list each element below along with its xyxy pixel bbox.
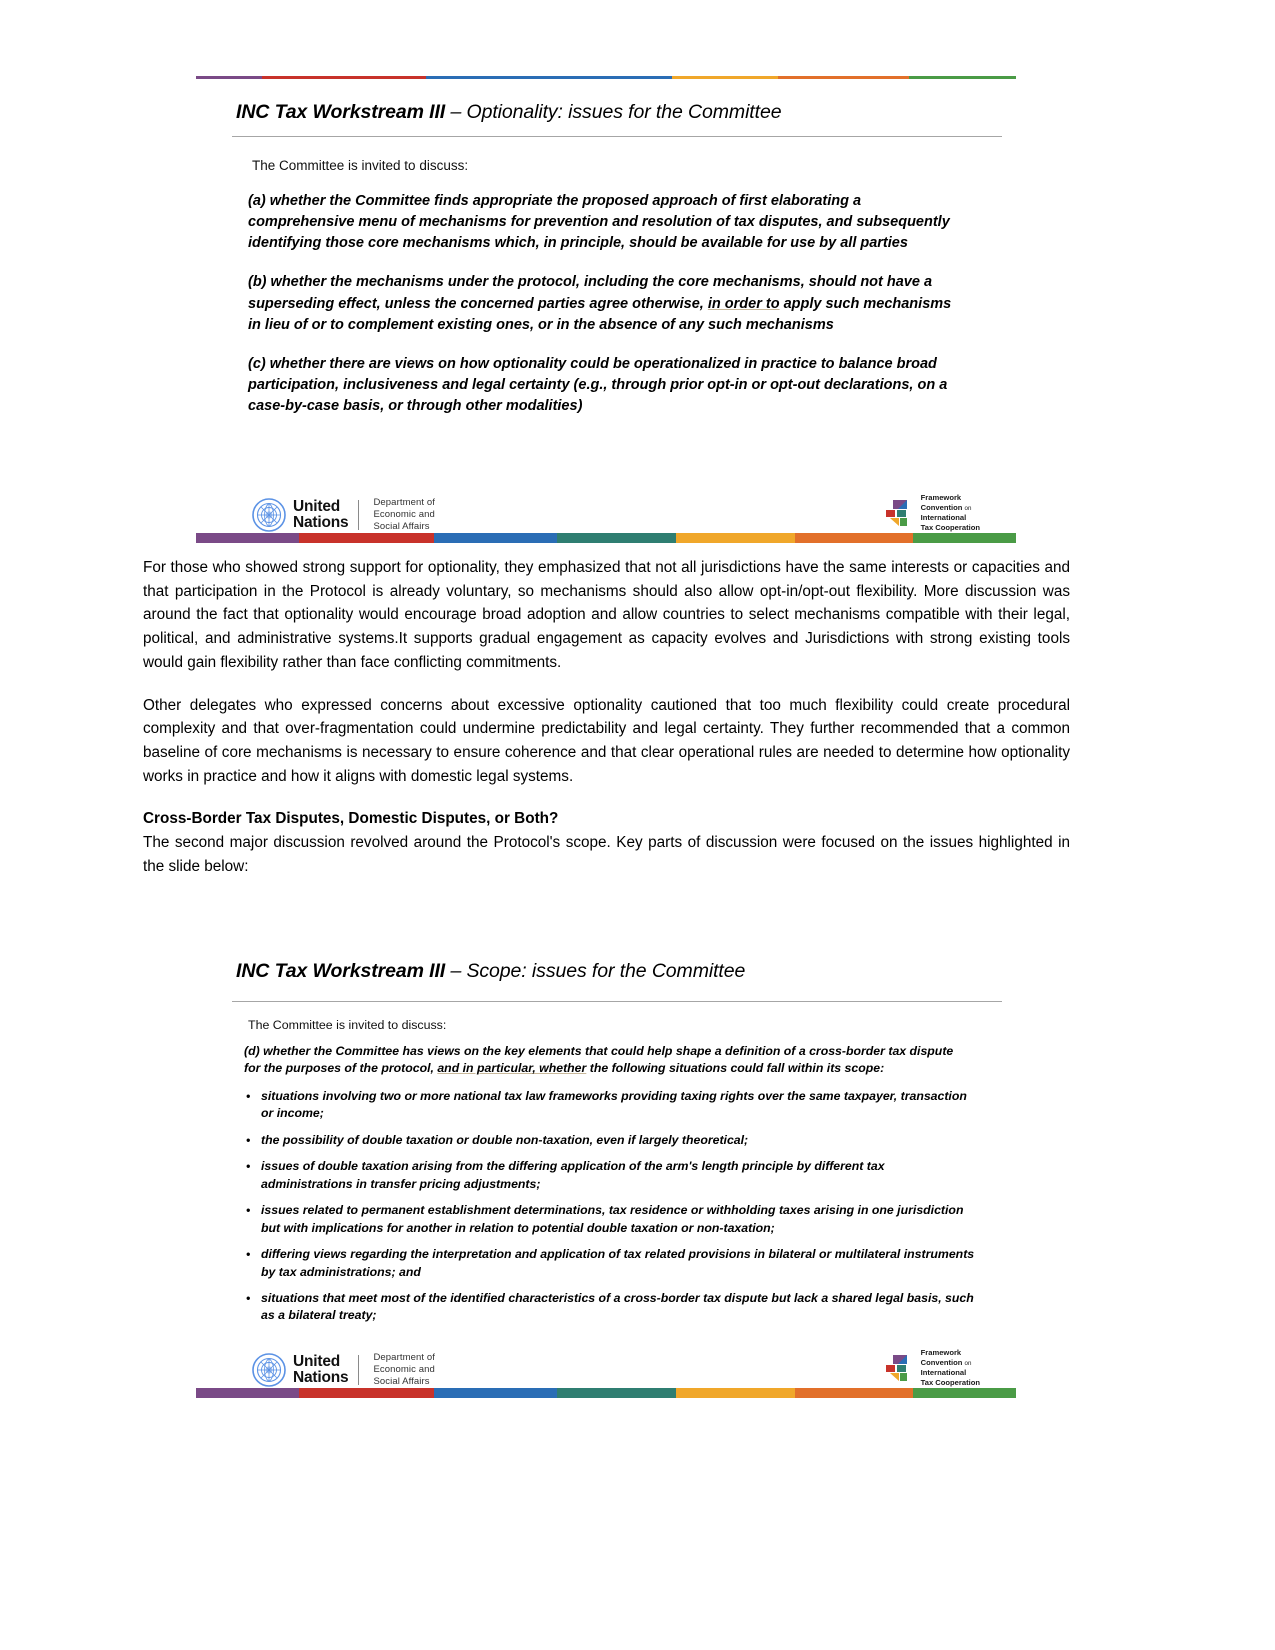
body-paragraph-1: For those who showed strong support for optionality, they emphasized that not all jurisdictions have the same interests or capacities and that participation in the Protocol is already voluntary, so mechanisms should also allow opt-in/opt-out flexibility. More discussion was around the fact that optionality would encourage broad adoption and allow countries to select mechanisms compatible with their legal, political, and administrative systems.It supports gradual engagement as capacity evolves and Jurisdictions with strong existing tools would gain flexibility rather than face conflicting commitments.: [143, 559, 1070, 671]
slide-scope: [196, 938, 1016, 1398]
section-heading-cross-border: Cross-Border Tax Disputes, Domestic Disputes, or Both?: [143, 810, 559, 828]
framework-convention-mark-icon: [885, 498, 915, 528]
slide2-item-d-part1: (d) whether the Committee has views on the key elements that could help shape a definition of a cross-border tax dispute for the purposes of the protocol,: [244, 1044, 954, 1076]
body-paragraph-2: Other delegates who expressed concerns about excessive optionality cautioned that too much flexibility could create procedural complexity and that over-fragmentation could undermine predictability and legal certainty. They further recommended that a common baseline of core mechanisms is necessary to ensure coherence and that clear operational rules are needed to determine how optionality works in practice and how it aligns with domestic legal systems.: [143, 696, 1070, 785]
un-dept-line-2: Economic and: [373, 1363, 435, 1375]
fw-line-2-wrap: [921, 503, 980, 513]
fw-line-3: International: [920, 512, 967, 522]
un-logo-divider: [358, 1355, 359, 1385]
slide1-item-c: (c) whether there are views on how optionality could be operationalized in practice to balance broad participation, inclusiveness and legal certainty (e.g., through prior opt-in or opt-out declarations, on a case-by-case basis, or through other modalities): [248, 355, 948, 415]
fw-line-4: Tax Cooperation: [920, 522, 980, 532]
slide2-framework-convention-text: [921, 1348, 980, 1388]
slide1-title-rest: – Optionality: issues for the Committee: [445, 101, 782, 123]
slide1-framework-convention-logo: [885, 493, 980, 533]
slide2-item-d: [244, 1043, 968, 1078]
un-dept-line-2: Economic and: [373, 508, 435, 520]
slide2-body: [196, 960, 1016, 1325]
un-dept-line-1: Department of: [373, 496, 435, 508]
slide2-intro-text: The Committee is invited to discuss:: [248, 1018, 447, 1032]
slide2-title-bold: INC Tax Workstream III: [236, 960, 446, 982]
slide1-title: [236, 101, 1016, 124]
slide2-framework-convention-logo: [885, 1348, 980, 1388]
slide2-item-d-part2: the following situations could fall within its scope:: [586, 1061, 885, 1076]
fw-line-1: Framework: [920, 492, 962, 502]
slide1-title-bold: INC Tax Workstream III: [236, 101, 446, 123]
slide-optionality: [196, 76, 1016, 543]
fw-line-2-wrap: [921, 1358, 980, 1368]
fw-line-2-small: on: [964, 1359, 972, 1367]
slide1-un-wordmark: [293, 499, 348, 532]
slide2-bottom-color-bar: [196, 1388, 1016, 1398]
fw-line-3: International: [920, 1367, 967, 1377]
framework-convention-mark-icon: [885, 1353, 915, 1383]
list-item: • the possibility of double taxation or double non-taxation, even if largely theoretical;: [246, 1132, 976, 1149]
slide2-title: [236, 960, 1016, 983]
un-line-1: United: [293, 1352, 341, 1370]
slide1-title-divider: [232, 136, 1002, 137]
list-item: • situations that meet most of the identified characteristics of a cross-border tax dispute but lack a shared legal basis, such as a bilateral treaty;: [246, 1290, 976, 1325]
slide2-un-department: [373, 1352, 435, 1388]
slide1-item-b-part2: apply such mechanisms in lieu of or to complement existing ones, or in the absence of any such mechanisms: [248, 295, 952, 333]
fw-line-2-small: on: [964, 504, 972, 512]
un-line-1: United: [293, 497, 341, 515]
list-item: • situations involving two or more national tax law frameworks providing taxing rights over the same taxpayer, transaction or income;: [246, 1088, 976, 1123]
body-paragraph-3: The second major discussion revolved around the Protocol's scope. Key parts of discussion were focused on the issues highlighted in the slide below:: [143, 834, 1070, 875]
slide2-un-wordmark: [293, 1354, 348, 1387]
un-line-2: Nations: [293, 1368, 349, 1386]
slide1-intro-text: The Committee is invited to discuss:: [252, 158, 469, 173]
list-item: • issues related to permanent establishment determinations, tax residence or withholding taxes arising in one jurisdiction but with implications for another in relation to potential double taxation or non-taxation;: [246, 1202, 976, 1237]
slide1-item-b: [248, 272, 964, 335]
un-logo-divider: [358, 500, 359, 530]
slide1-top-color-bar: [196, 76, 1016, 79]
list-item: • issues of double taxation arising from the differing application of the arm's length principle by different tax administrations in transfer pricing adjustments;: [246, 1158, 976, 1193]
list-item: • differing views regarding the interpretation and application of tax related provisions in bilateral or multilateral instruments by tax administrations; and: [246, 1246, 976, 1281]
slide2-item-d-underlined: and in particular, whether: [437, 1061, 587, 1076]
united-nations-emblem-icon: [252, 498, 286, 532]
fw-line-1: Framework: [920, 1347, 962, 1357]
slide1-item-a: (a) whether the Committee finds appropriate the proposed approach of first elaborating a comprehensive menu of mechanisms for prevention and resolution of tax disputes, and subsequently identifying those core mechanisms which, in principle, should be available for use by all parties: [248, 193, 950, 252]
slide2-bullet-list: [246, 1088, 976, 1325]
united-nations-emblem-icon: [252, 1353, 286, 1387]
un-line-2: Nations: [293, 513, 349, 531]
fw-line-2: Convention: [920, 1357, 963, 1367]
slide1-item-b-part1: (b) whether the mechanisms under the protocol, including the core mechanisms, should not have a superseding effect, unless the concerned parties agree otherwise,: [248, 274, 933, 312]
slide1-bottom-color-bar: [196, 533, 1016, 543]
slide2-title-divider: [232, 1001, 1002, 1002]
slide1-body: [196, 101, 1016, 417]
slide2-footer: [196, 1348, 1016, 1388]
un-dept-line-1: Department of: [373, 1351, 435, 1363]
slide2-un-logo: [252, 1352, 435, 1388]
slide1-un-department: [373, 497, 435, 533]
un-dept-line-3: Social Affairs: [373, 520, 430, 532]
slide2-title-rest: – Scope: issues for the Committee: [445, 960, 746, 982]
fw-line-2: Convention: [920, 502, 963, 512]
slide1-item-b-underlined: in order to: [707, 295, 780, 312]
slide1-framework-convention-text: [921, 493, 980, 533]
slide1-un-logo: [252, 497, 435, 533]
slide1-footer: [196, 493, 1016, 533]
fw-line-4: Tax Cooperation: [920, 1377, 980, 1387]
document-body-text: [143, 556, 1070, 897]
un-dept-line-3: Social Affairs: [373, 1375, 430, 1387]
